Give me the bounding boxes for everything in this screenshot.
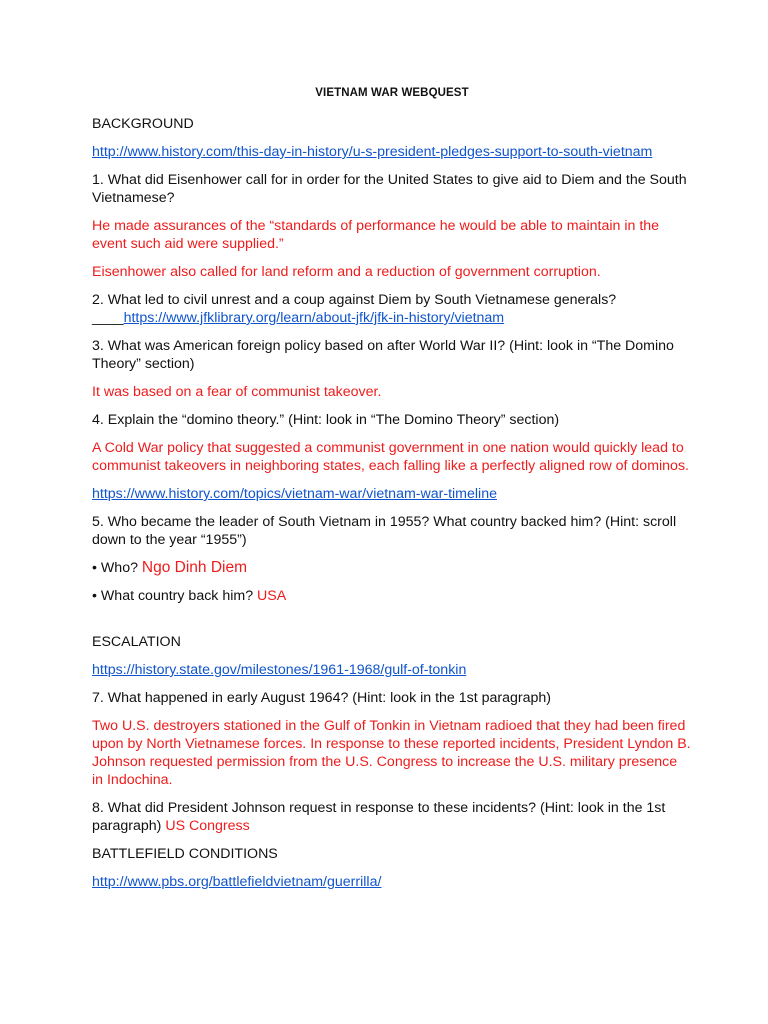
question-1: 1. What did Eisenhower call for in order for the United States to give aid to Diem and the South Vietnamese? — [92, 172, 687, 206]
answer-8: US Congress — [165, 818, 250, 834]
bullet-country — [92, 587, 692, 605]
link-pbs-guerrilla — [92, 873, 692, 891]
bullet-who-label: • Who? — [92, 560, 142, 576]
question-8-text: 8. What did President Johnson request in response to these incidents? (Hint: look in the 1st paragraph) — [92, 800, 666, 834]
question-5: 5. Who became the leader of South Vietnam in 1955? What country backed him? (Hint: scroll down to the year “1955”) — [92, 514, 677, 548]
section-heading-background: BACKGROUND — [92, 116, 194, 132]
answer-7: Two U.S. destroyers stationed in the Gulf of Tonkin in Vietnam radioed that they had been fired upon by North Vietnamese forces. In response to these reported incidents, President Lyndon B. Johnson requested permission from the U.S. Congress to increase the U.S. military presence in Indochina. — [92, 718, 691, 788]
question-7: 7. What happened in early August 1964? (Hint: look in the 1st paragraph) — [92, 690, 552, 706]
bullet-who — [92, 559, 692, 577]
document-content — [92, 84, 692, 901]
bullet-who-answer: Ngo Dinh Diem — [141, 559, 248, 576]
answer-1a: He made assurances of the “standards of performance he would be able to maintain in the event such aid were supplied.” — [92, 218, 660, 252]
section-heading-battlefield: BATTLEFIELD CONDITIONS — [92, 846, 278, 862]
pbs-link[interactable]: http://www.pbs.org/battlefieldvietnam/guerrilla/ — [92, 874, 382, 890]
question-2 — [92, 291, 692, 327]
bullet-country-answer: USA — [257, 588, 287, 604]
section-heading-escalation: ESCALATION — [92, 634, 181, 650]
question-3: 3. What was American foreign policy based on after World War II? (Hint: look in “The Domino Theory” section) — [92, 338, 674, 372]
link-gulf-of-tonkin — [92, 661, 692, 679]
jfk-library-link[interactable]: https://www.jfklibrary.org/learn/about-jfk/jfk-in-history/vietnam — [123, 310, 505, 326]
question-8 — [92, 799, 692, 835]
page-title: VIETNAM WAR WEBQUEST — [315, 87, 469, 99]
history-timeline-link[interactable]: https://www.history.com/topics/vietnam-war/vietnam-war-timeline — [92, 486, 497, 502]
state-gov-link[interactable]: https://history.state.gov/milestones/1961-1968/gulf-of-tonkin — [92, 662, 467, 678]
answer-3: It was based on a fear of communist takeover. — [92, 384, 382, 400]
link-timeline — [92, 485, 692, 503]
history-link-1[interactable]: http://www.history.com/this-day-in-history/u-s-president-pledges-support-to-south-vietnam — [92, 144, 653, 160]
bullet-country-label: • What country back him? — [92, 588, 258, 604]
question-2-text: 2. What led to civil unrest and a coup against Diem by South Vietnamese generals? ____ — [92, 292, 617, 326]
blank-line — [92, 615, 692, 633]
link-history-eisenhower — [92, 143, 692, 161]
question-4: 4. Explain the “domino theory.” (Hint: look in “The Domino Theory” section) — [92, 412, 560, 428]
answer-4: A Cold War policy that suggested a communist government in one nation would quickly lead to communist takeovers in neighboring states, each falling like a perfectly aligned row of dominos. — [92, 440, 689, 474]
answer-1b: Eisenhower also called for land reform and a reduction of government corruption. — [92, 264, 601, 280]
